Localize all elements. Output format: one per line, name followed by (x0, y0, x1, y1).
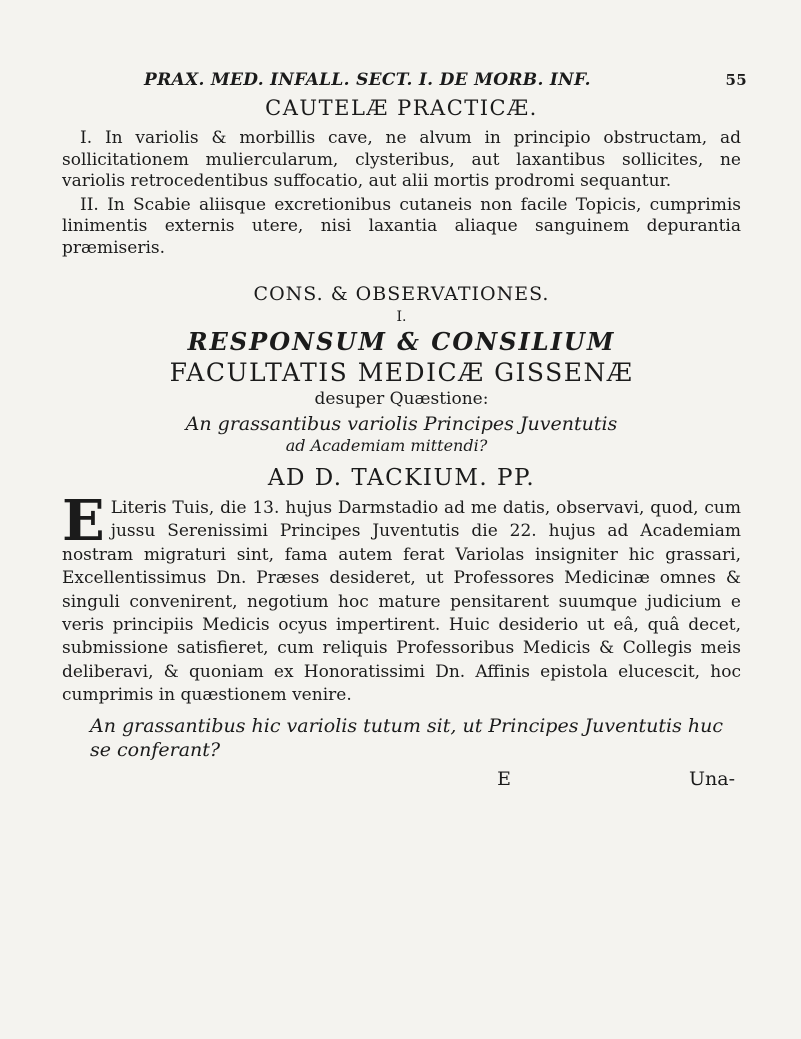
question (62, 413, 741, 457)
address-line: AD D. TACKIUM. PP. (267, 465, 536, 491)
running-title: PRAX. MED. INFALL. SECT. I. DE MORB. INF. (144, 70, 591, 90)
rule-2: II. In Scabie aliisque excretionibus cutaneis non facile Topicis, cumprimis linimentis externis utere, nisi laxantia aliaque sanguinem depurantia præmiseris. (62, 194, 741, 258)
cautelae-heading: CAUTELÆ PRACTICÆ. (265, 96, 538, 120)
rule-1: I. In variolis & morbillis cave, ne alvum in principio obstructam, ad sollicitationem muliercularum, clysteribus, aut laxantibus sollicites, ne variolis retrocedentibus suffocatio, aut alii mortis prodromi sequantur. (62, 128, 741, 191)
drop-cap: E (62, 488, 105, 554)
faculty-heading: FACULTATIS MEDICÆ GISSENÆ (169, 358, 634, 387)
page-footer (62, 768, 741, 790)
closing-question: An grassantibus hic variolis tutum sit, ut Principes Juventutis huc se conferant? (90, 714, 724, 761)
cons-heading: CONS. & OBSERVATIONES. (253, 283, 550, 305)
signature-mark: E (497, 767, 511, 790)
cons-number: I. (396, 309, 407, 325)
desuper-line: desuper Quæstione: (314, 389, 489, 409)
responsum-heading: RESPONSUM & CONSILIUM (187, 327, 616, 356)
question-line-2: ad Academiam mittendi? (285, 436, 488, 455)
page-number: 55 (725, 71, 747, 89)
catchword: Una- (689, 767, 735, 790)
question-line-1: An grassantibus variolis Principes Juventutis (185, 413, 618, 435)
letter-body (62, 488, 741, 708)
running-head (144, 70, 747, 90)
letter-text: Literis Tuis, die 13. hujus Darmstadio ad me datis, observavi, quod, cum jussu Serenissimi Principes Juventutis die 22. hujus ad Academiam nostram migraturi sint, fama autem ferat Variolas insigniter hic grassari, Excellentissimus Dn. Præses desideret, ut Professores Medicinæ omnes & singuli convenirent, negotium hoc mature pensitarent suumque judicium e veris principiis Medicis ocyus impertirent. Huic desiderio ut eâ, quâ decet, submissione satisfieret, cum reliquis Professoribus Medicis & Collegis meis deliberavi, & quoniam ex Honoratissimi Dn. Affinis epistola elucescit, hoc cumprimis in quæstionem venire. (62, 498, 741, 706)
